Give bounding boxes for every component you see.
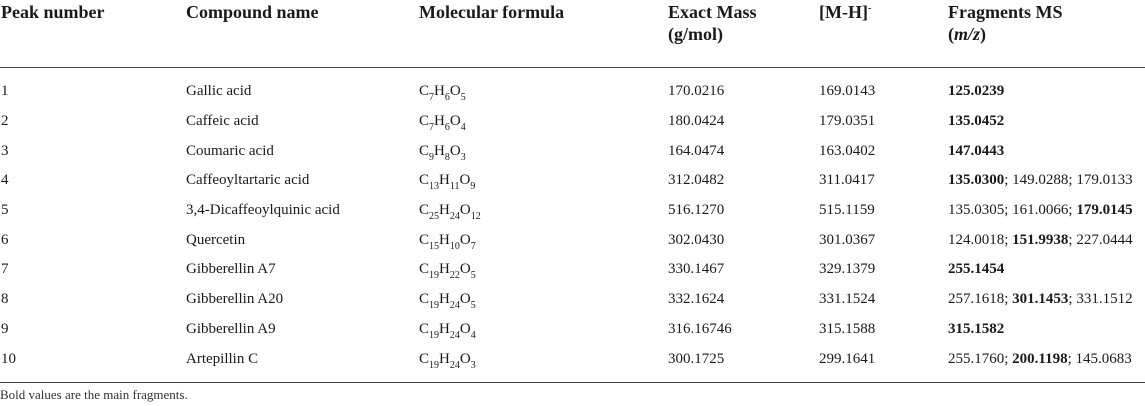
formula-subscript: 22 (449, 270, 460, 282)
formula-subscript: 3 (470, 359, 476, 371)
formula-subscript: 6 (444, 92, 450, 104)
fragments-cell: 255.1760; 200.1198; 145.0683 (948, 350, 1132, 367)
formula-element: C (419, 142, 430, 159)
table-row (0, 68, 1145, 107)
fragments-cell (948, 315, 1145, 345)
exact-mass-cell: 302.0430 (668, 231, 725, 248)
ion-cell: 515.1159 (819, 202, 875, 219)
formula-element: H (439, 172, 450, 189)
peak-number-cell: 1 (1, 83, 9, 100)
formula-subscript: 13 (429, 181, 440, 193)
header-peak-number: Peak number (1, 2, 105, 22)
compound-name-cell: Gibberellin A7 (186, 261, 276, 278)
fragment-value: 331.1512 (1076, 291, 1133, 308)
header-exact-mass: Exact Mass (g/mol) (668, 2, 757, 44)
main-fragment-value: 151.9938 (1012, 231, 1069, 248)
formula-element: O (459, 231, 471, 248)
table-row (0, 107, 1145, 137)
molecular-formula-cell (419, 285, 668, 315)
molecular-formula-cell (419, 136, 668, 166)
molecular-formula-cell (419, 107, 668, 137)
table-row (0, 315, 1145, 345)
formula-element: C (419, 83, 430, 100)
molecular-formula-cell (419, 344, 668, 382)
ion-cell: 179.0351 (819, 113, 876, 130)
fragments-cell: 135.0305; 161.0066; 179.0145 (948, 202, 1133, 219)
ion-cell: 329.1379 (819, 261, 876, 278)
formula-subscript: 3 (460, 151, 466, 163)
formula-subscript: 19 (429, 300, 440, 312)
peak-number-cell: 3 (1, 142, 9, 159)
formula-subscript: 4 (460, 122, 466, 134)
formula-subscript: 10 (449, 240, 460, 252)
exact-mass-cell: 180.0424 (668, 113, 725, 130)
table-row (0, 344, 1145, 382)
fragment-value: 255.1760 (948, 350, 1005, 367)
table-body (0, 68, 1145, 382)
formula-subscript: 8 (444, 151, 450, 163)
exact-mass-cell: 516.1270 (668, 202, 725, 219)
header-molecular-formula: Molecular formula (419, 2, 565, 22)
exact-mass-cell: 316.16746 (668, 320, 732, 337)
formula-element: O (449, 113, 461, 130)
formula-subscript: 6 (444, 122, 450, 134)
formula-element: H (439, 231, 450, 248)
peak-number-cell: 6 (1, 231, 9, 248)
ion-cell: 315.1588 (819, 320, 876, 337)
peak-number-cell: 5 (1, 202, 9, 219)
compound-name-cell: Gibberellin A20 (186, 291, 284, 308)
peak-number-cell: 4 (1, 172, 9, 189)
formula-subscript: 12 (470, 211, 481, 223)
formula-subscript: 19 (429, 270, 440, 282)
formula-element: H (434, 113, 445, 130)
peak-number-cell: 7 (1, 261, 9, 278)
fragments-cell (948, 68, 1145, 107)
peak-number-cell: 9 (1, 320, 9, 337)
exact-mass-cell: 330.1467 (668, 261, 725, 278)
ion-cell: 299.1641 (819, 350, 876, 367)
molecular-formula-cell (419, 166, 668, 196)
header-ion: [M-H]- (819, 2, 872, 22)
exact-mass-cell: 170.0216 (668, 83, 725, 100)
formula-subscript: 9 (470, 181, 476, 193)
ion-cell: 301.0367 (819, 231, 876, 248)
formula-element: C (419, 320, 430, 337)
formula-subscript: 24 (449, 300, 460, 312)
compound-name-cell: Caffeic acid (186, 113, 259, 130)
formula-subscript: 7 (429, 122, 435, 134)
formula-element: H (439, 202, 450, 219)
formula-element: H (439, 291, 450, 308)
formula-subscript: 11 (449, 181, 460, 193)
formula-element: H (434, 83, 445, 100)
table-row (0, 196, 1145, 226)
formula-subscript: 5 (470, 270, 476, 282)
formula-subscript: 9 (429, 151, 435, 163)
formula-element: O (449, 142, 461, 159)
main-fragment-value: 200.1198 (1012, 350, 1068, 367)
ion-cell: 169.0143 (819, 83, 876, 100)
fragment-value: 161.0066 (1012, 202, 1069, 219)
fragment-value: 257.1618 (948, 291, 1005, 308)
main-fragment-value: 135.0452 (948, 113, 1005, 130)
formula-subscript: 24 (449, 329, 460, 341)
formula-element: C (419, 291, 430, 308)
header-compound-name: Compound name (186, 2, 319, 22)
compound-name-cell: Coumaric acid (186, 142, 274, 159)
fragments-cell (948, 107, 1145, 137)
molecular-formula-cell (419, 196, 668, 226)
exact-mass-cell: 164.0474 (668, 142, 725, 159)
fragment-value: 145.0683 (1075, 350, 1132, 367)
molecular-formula-cell (419, 255, 668, 285)
fragment-value: 179.0133 (1076, 172, 1133, 189)
compound-name-cell: Quercetin (186, 231, 246, 248)
formula-subscript: 24 (449, 211, 460, 223)
formula-element: H (434, 142, 445, 159)
table-footnote: Bold values are the main fragments. (0, 387, 188, 402)
header-row (0, 0, 1145, 68)
fragment-value: 149.0288 (1012, 172, 1069, 189)
fragment-value: 124.0018 (948, 231, 1005, 248)
main-fragment-value: 147.0443 (948, 142, 1005, 159)
formula-element: H (439, 320, 450, 337)
formula-element: H (439, 261, 450, 278)
ion-cell: 311.0417 (819, 172, 875, 189)
formula-subscript: 7 (470, 240, 476, 252)
table-bottom-rule (0, 382, 1145, 383)
main-fragment-value: 255.1454 (948, 261, 1005, 278)
formula-element: O (459, 202, 471, 219)
formula-element: C (419, 261, 430, 278)
formula-element: O (459, 172, 471, 189)
compound-name-cell: Caffeoyltartaric acid (186, 172, 310, 189)
formula-element: O (459, 350, 471, 367)
peak-number-cell: 10 (1, 350, 16, 367)
header-fragments: Fragments MS (m/z) (948, 2, 1063, 44)
formula-subscript: 15 (429, 240, 440, 252)
main-fragment-value: 135.0300 (948, 172, 1005, 189)
formula-element: O (449, 83, 461, 100)
compound-name-cell: Gibberellin A9 (186, 320, 276, 337)
table-row (0, 166, 1145, 196)
ion-cell: 331.1524 (819, 291, 876, 308)
formula-subscript: 7 (429, 92, 435, 104)
fragments-cell (948, 255, 1145, 285)
fragments-cell: 135.0300; 149.0288; 179.0133 (948, 172, 1133, 189)
peak-number-cell: 2 (1, 113, 9, 130)
peak-number-cell: 8 (1, 291, 9, 308)
formula-element: C (419, 172, 430, 189)
table-row (0, 136, 1145, 166)
exact-mass-cell: 300.1725 (668, 350, 725, 367)
formula-element: O (459, 291, 471, 308)
main-fragment-value: 315.1582 (948, 320, 1005, 337)
molecular-formula-cell (419, 68, 668, 107)
compound-name-cell: Gallic acid (186, 83, 252, 100)
main-fragment-value: 179.0145 (1076, 202, 1133, 219)
formula-element: C (419, 113, 430, 130)
formula-subscript: 19 (429, 359, 440, 371)
table-row (0, 285, 1145, 315)
formula-element: C (419, 231, 430, 248)
fragment-value: 227.0444 (1076, 231, 1133, 248)
formula-subscript: 5 (460, 92, 466, 104)
compound-name-cell: 3,4-Dicaffeoylquinic acid (186, 202, 340, 219)
formula-element: H (439, 350, 450, 367)
formula-subscript: 19 (429, 329, 440, 341)
formula-element: O (459, 261, 471, 278)
exact-mass-cell: 332.1624 (668, 291, 725, 308)
compound-name-cell: Artepillin C (186, 350, 259, 367)
ion-cell: 163.0402 (819, 142, 876, 159)
molecular-formula-cell (419, 225, 668, 255)
formula-subscript: 25 (429, 211, 440, 223)
exact-mass-cell: 312.0482 (668, 172, 725, 189)
fragments-cell: 124.0018; 151.9938; 227.0444 (948, 231, 1133, 248)
fragment-value: 135.0305 (948, 202, 1005, 219)
fragments-cell: 257.1618; 301.1453; 331.1512 (948, 291, 1133, 308)
fragments-cell (948, 136, 1145, 166)
formula-subscript: 4 (470, 329, 476, 341)
formula-subscript: 5 (470, 300, 476, 312)
main-fragment-value: 301.1453 (1012, 291, 1069, 308)
table-row (0, 225, 1145, 255)
formula-element: C (419, 350, 430, 367)
formula-element: O (459, 320, 471, 337)
formula-element: C (419, 202, 430, 219)
table-row (0, 255, 1145, 285)
main-fragment-value: 125.0239 (948, 83, 1005, 100)
molecular-formula-cell (419, 315, 668, 345)
formula-subscript: 24 (449, 359, 460, 371)
